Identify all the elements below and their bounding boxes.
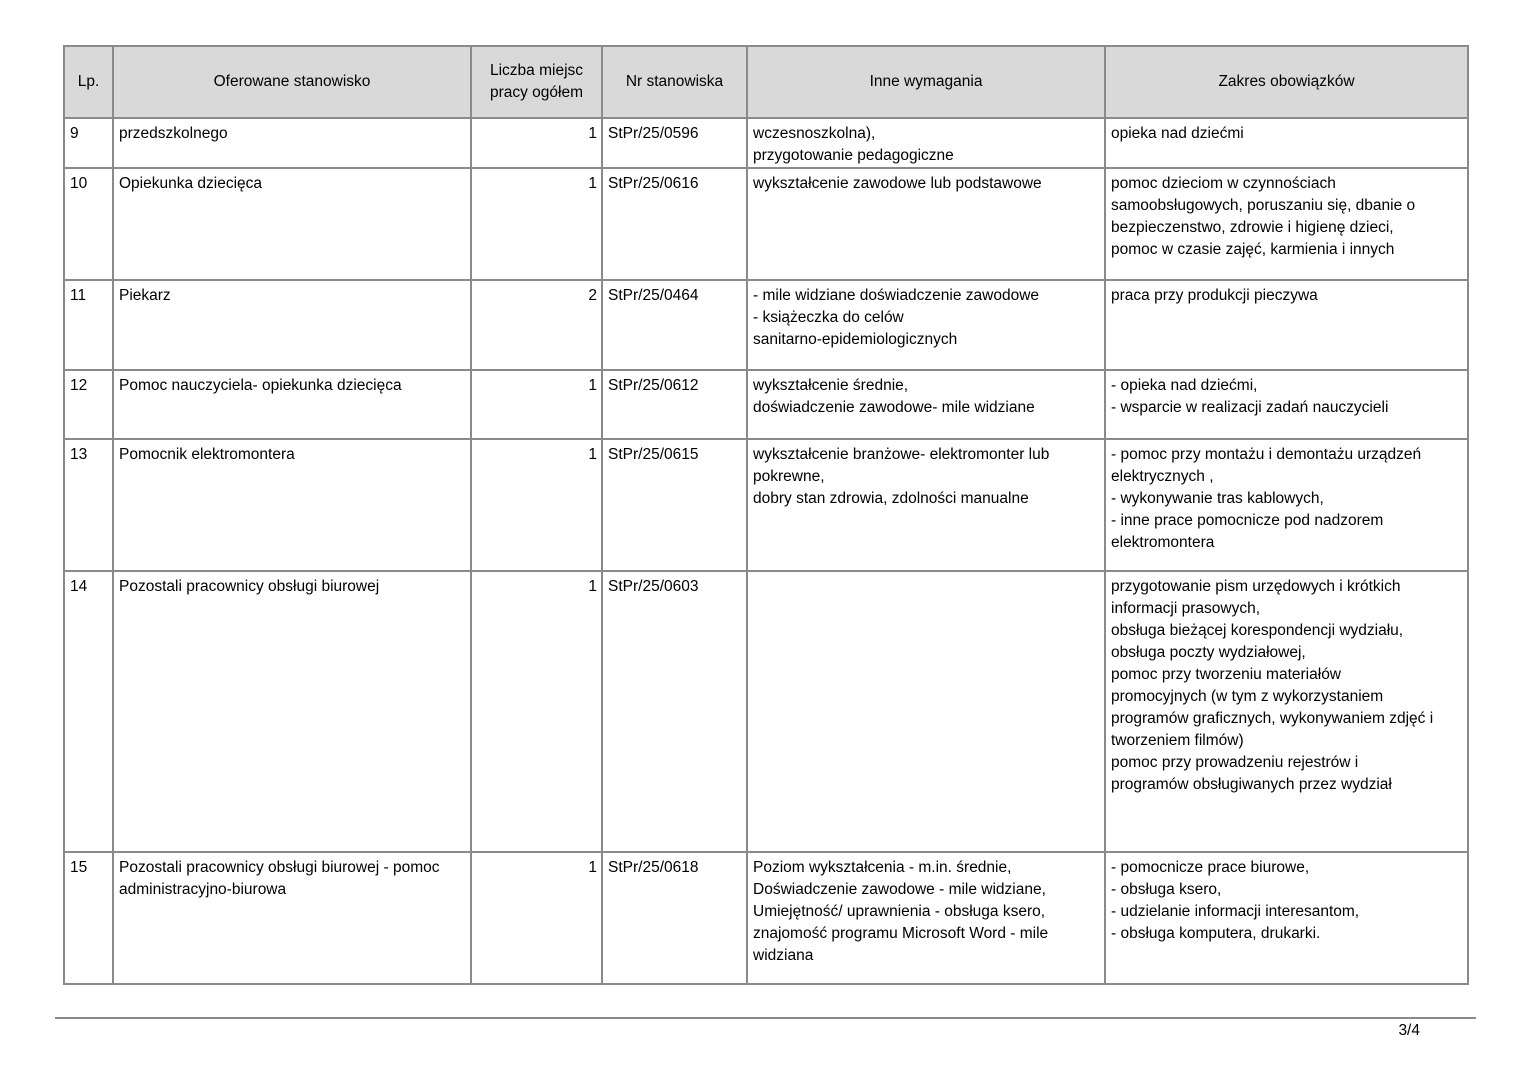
header-requirements: Inne wymagania: [747, 46, 1105, 118]
page-number: 3/4: [1398, 1022, 1420, 1039]
cell-duties: - pomoc przy montażu i demontażu urządzeń elektrycznych , - wykonywanie tras kablowych, - inne prace pomocnicze pod nadzorem elektromontera: [1105, 439, 1468, 571]
cell-lp: 14: [64, 571, 113, 852]
table-row: [64, 168, 1468, 280]
header-number: Nr stanowiska: [602, 46, 747, 118]
cell-count: 1: [471, 439, 602, 571]
cell-count: 2: [471, 280, 602, 370]
cell-number: StPr/25/0596: [602, 118, 747, 168]
cell-count: 1: [471, 118, 602, 168]
cell-duties: opieka nad dziećmi: [1105, 118, 1468, 168]
job-offers-table: [63, 45, 1469, 985]
cell-requirements: wykształcenie średnie, doświadczenie zawodowe- mile widziane: [747, 370, 1105, 439]
cell-requirements: [747, 571, 1105, 852]
cell-number: StPr/25/0618: [602, 852, 747, 984]
table-row: [64, 280, 1468, 370]
header-lp: Lp.: [64, 46, 113, 118]
cell-count: 1: [471, 370, 602, 439]
table-row: [64, 370, 1468, 439]
cell-requirements: - mile widziane doświadczenie zawodowe - książeczka do celów sanitarno-epidemiologicznych: [747, 280, 1105, 370]
table-row: [64, 852, 1468, 984]
cell-lp: 9: [64, 118, 113, 168]
table-row: [64, 118, 1468, 168]
cell-duties: praca przy produkcji pieczywa: [1105, 280, 1468, 370]
cell-position: przedszkolnego: [113, 118, 471, 168]
cell-duties: - opieka nad dziećmi, - wsparcie w realizacji zadań nauczycieli: [1105, 370, 1468, 439]
cell-number: StPr/25/0603: [602, 571, 747, 852]
cell-count: 1: [471, 852, 602, 984]
cell-count: 1: [471, 168, 602, 280]
cell-position: Pozostali pracownicy obsługi biurowej: [113, 571, 471, 852]
cell-number: StPr/25/0615: [602, 439, 747, 571]
cell-lp: 11: [64, 280, 113, 370]
header-row: [64, 46, 1468, 118]
cell-position: Opiekunka dziecięca: [113, 168, 471, 280]
cell-duties: - pomocnicze prace biurowe, - obsługa ksero, - udzielanie informacji interesantom, - obsługa komputera, drukarki.: [1105, 852, 1468, 984]
cell-position: Pomoc nauczyciela- opiekunka dziecięca: [113, 370, 471, 439]
cell-position: Piekarz: [113, 280, 471, 370]
cell-requirements: Poziom wykształcenia - m.in. średnie, Doświadczenie zawodowe - mile widziane, Umiejętność/ uprawnienia - obsługa ksero, znajomość programu Microsoft Word - mile widziana: [747, 852, 1105, 984]
header-duties: Zakres obowiązków: [1105, 46, 1468, 118]
header-count: Liczba miejsc pracy ogółem: [471, 46, 602, 118]
cell-lp: 15: [64, 852, 113, 984]
cell-position: Pozostali pracownicy obsługi biurowej - pomoc administracyjno-biurowa: [113, 852, 471, 984]
cell-number: StPr/25/0464: [602, 280, 747, 370]
cell-requirements: wczesnoszkolna), przygotowanie pedagogiczne: [747, 118, 1105, 168]
table-row: [64, 439, 1468, 571]
cell-lp: 13: [64, 439, 113, 571]
cell-lp: 10: [64, 168, 113, 280]
header-position: Oferowane stanowisko: [113, 46, 471, 118]
cell-number: StPr/25/0612: [602, 370, 747, 439]
cell-duties: pomoc dzieciom w czynnościach samoobsługowych, poruszaniu się, dbanie o bezpieczenstwo, zdrowie i higienę dzieci, pomoc w czasie zajęć, karmienia i innych: [1105, 168, 1468, 280]
cell-lp: 12: [64, 370, 113, 439]
cell-number: StPr/25/0616: [602, 168, 747, 280]
cell-requirements: wykształcenie zawodowe lub podstawowe: [747, 168, 1105, 280]
cell-position: Pomocnik elektromontera: [113, 439, 471, 571]
cell-count: 1: [471, 571, 602, 852]
table-row: [64, 571, 1468, 852]
cell-duties: przygotowanie pism urzędowych i krótkich informacji prasowych, obsługa bieżącej korespondencji wydziału, obsługa poczty wydziałowej, pomoc przy tworzeniu materiałów promocyjnych (w tym z wykorzystaniem programów graficznych, wykonywaniem zdjęć i tworzeniem filmów) pomoc przy prowadzeniu rejestrów i programów obsługiwanych przez wydział: [1105, 571, 1468, 852]
cell-requirements: wykształcenie branżowe- elektromonter lub pokrewne, dobry stan zdrowia, zdolności manualne: [747, 439, 1105, 571]
footer-divider: [55, 1017, 1476, 1019]
